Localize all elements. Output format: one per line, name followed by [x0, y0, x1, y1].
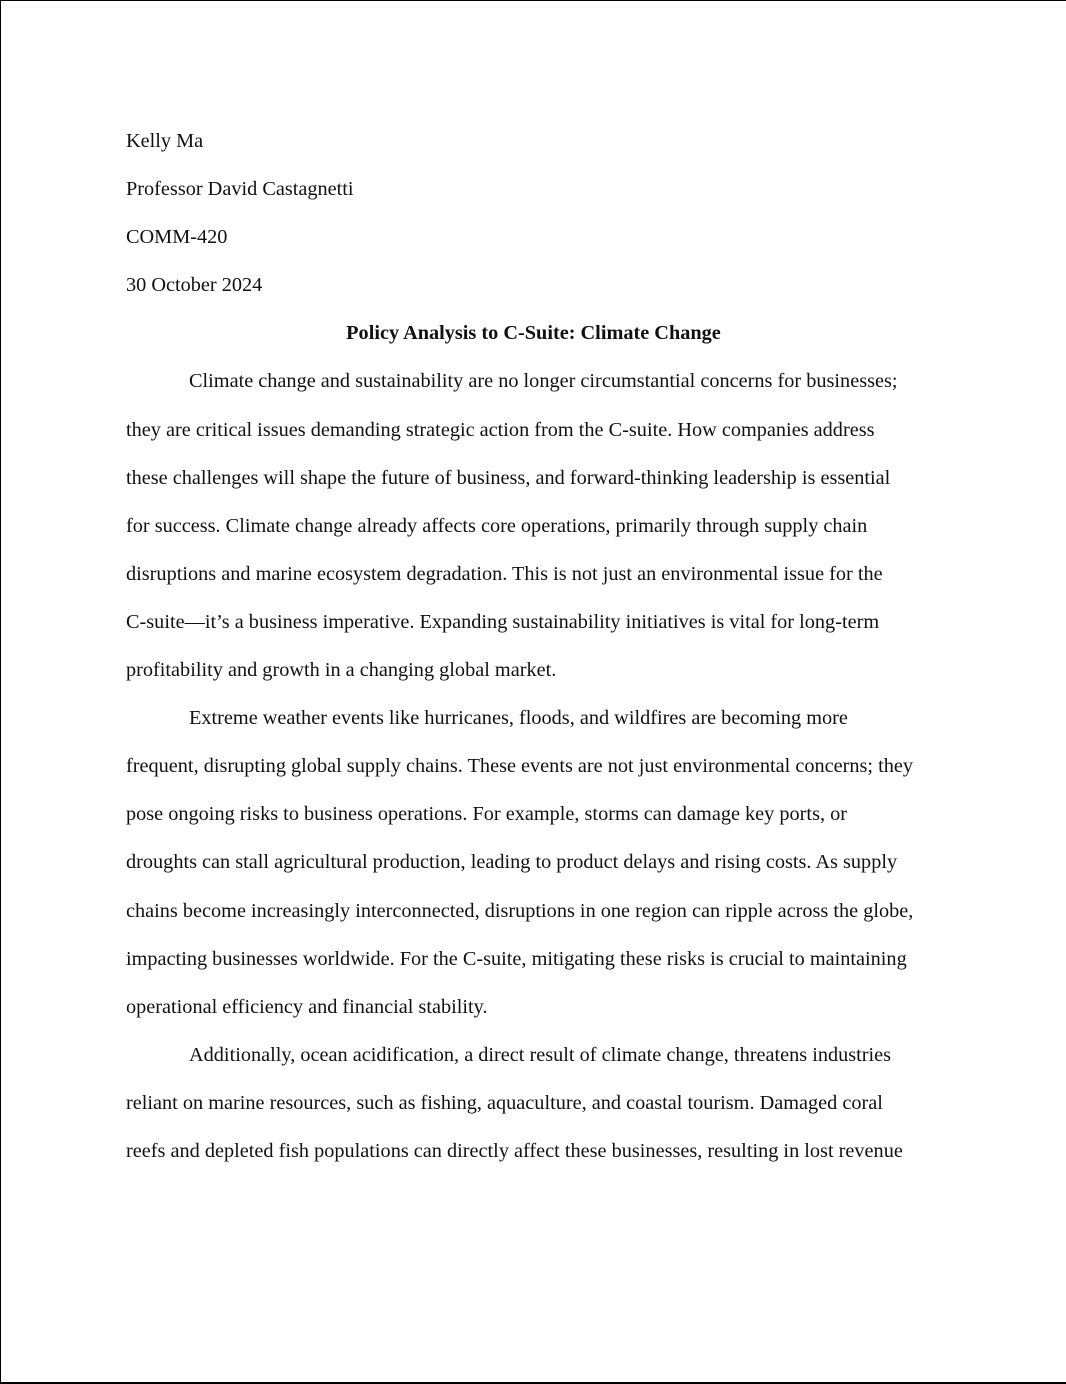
- paragraph-line: disruptions and marine ecosystem degradation. This is not just an environmental issue for the: [126, 562, 883, 585]
- paragraph-line: they are critical issues demanding strategic action from the C-suite. How companies address: [126, 418, 875, 441]
- paragraph-line: C-suite—it’s a business imperative. Expanding sustainability initiatives is vital for long-term: [126, 610, 880, 633]
- paragraph-line: droughts can stall agricultural production, leading to product delays and rising costs. As supply: [126, 851, 898, 874]
- paragraph-3: [126, 1031, 956, 1175]
- paragraph-line: Climate change and sustainability are no longer circumstantial concerns for businesses;: [189, 370, 898, 393]
- paragraph-line: reliant on marine resources, such as fishing, aquaculture, and coastal tourism. Damaged coral: [126, 1091, 883, 1114]
- paragraph-2: [126, 694, 956, 1031]
- professor-name: Professor David Castagnetti: [126, 178, 354, 201]
- paragraph-line: pose ongoing risks to business operations. For example, storms can damage key ports, or: [126, 803, 847, 826]
- author-name: Kelly Ma: [126, 130, 204, 152]
- document-date: 30 October 2024: [126, 274, 263, 297]
- paragraph-line: operational efficiency and financial stability.: [126, 995, 488, 1018]
- paragraph-line: reefs and depleted fish populations can directly affect these businesses, resulting in lost revenue: [126, 1139, 903, 1162]
- document-body: [126, 117, 956, 1175]
- paragraph-line: Additionally, ocean acidification, a direct result of climate change, threatens industries: [189, 1043, 892, 1066]
- paragraph-line: profitability and growth in a changing global market.: [126, 659, 557, 682]
- paragraph-line: impacting businesses worldwide. For the C-suite, mitigating these risks is crucial to maintaining: [126, 947, 907, 970]
- paragraph-line: for success. Climate change already affects core operations, primarily through supply chain: [126, 514, 868, 537]
- paragraph-line: chains become increasingly interconnected, disruptions in one region can ripple across the globe,: [126, 899, 914, 922]
- paragraph-1: [126, 357, 956, 694]
- paragraph-line: Extreme weather events like hurricanes, floods, and wildfires are becoming more: [189, 707, 848, 730]
- paragraph-line: frequent, disrupting global supply chains. These events are not just environmental concerns; they: [126, 755, 914, 778]
- course-code: COMM-420: [126, 226, 228, 249]
- paragraph-line: these challenges will shape the future of business, and forward-thinking leadership is essential: [126, 466, 891, 489]
- document-title: Policy Analysis to C-Suite: Climate Change: [346, 322, 721, 345]
